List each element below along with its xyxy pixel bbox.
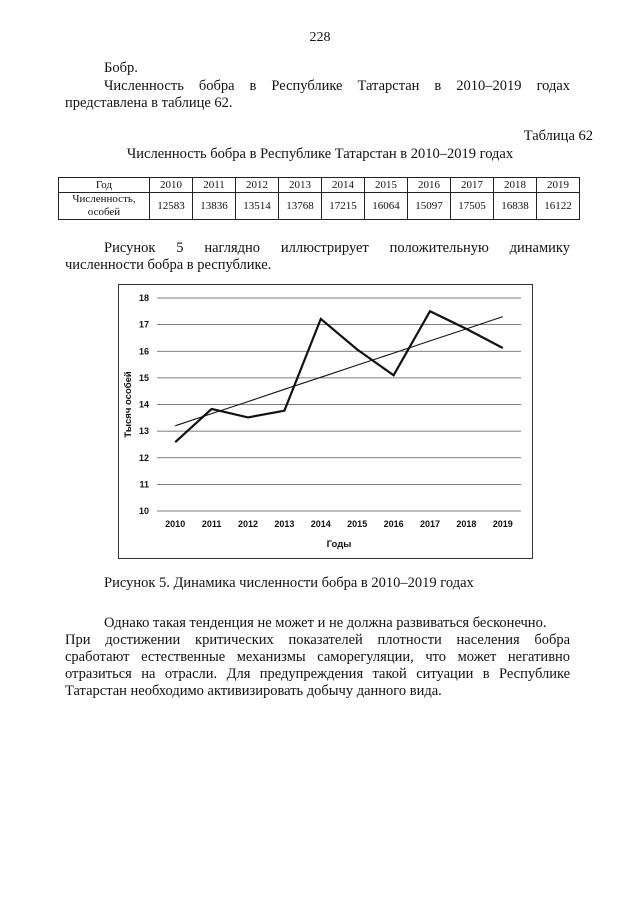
word: достижении xyxy=(105,632,181,648)
word: бобра xyxy=(534,632,571,648)
table-year-cell: 2010 xyxy=(150,178,193,193)
word: отразиться xyxy=(65,666,132,682)
chart-series-line-population xyxy=(175,311,503,442)
word: бобра xyxy=(198,78,235,94)
word: что xyxy=(425,649,447,665)
para3-line-5: Татарстан необходимо активизировать добычу данного вида. xyxy=(65,683,442,699)
word: Республике xyxy=(499,666,571,682)
chart-x-tick-label: 2010 xyxy=(165,519,186,529)
word: критических xyxy=(195,632,274,648)
chart-x-tick-label: 2017 xyxy=(419,519,441,529)
table-label: Таблица 62 xyxy=(523,128,593,144)
word: такой xyxy=(372,666,407,682)
table-value-cell: 16064 xyxy=(365,193,408,220)
figure-caption: Рисунок 5. Динамика численности бобра в 2010–2019 годах xyxy=(104,575,474,591)
word: предупреждения xyxy=(259,666,364,682)
para3-line-4 xyxy=(65,666,570,683)
chart-x-tick-label: 2013 xyxy=(274,519,295,529)
word: иллюстрирует xyxy=(280,240,369,256)
table-value-cell: 13836 xyxy=(193,193,236,220)
word: в xyxy=(482,666,490,682)
table-value-cell: 13768 xyxy=(279,193,322,220)
table-caption: Численность бобра в Республике Татарстан в 2010–2019 годах xyxy=(126,146,514,162)
table-value-cell: 17215 xyxy=(322,193,365,220)
word: Для xyxy=(226,666,251,682)
word: Татарстан xyxy=(357,78,420,94)
word: показателей xyxy=(288,632,363,648)
word: естественные xyxy=(141,649,226,665)
chart-y-tick-label: 15 xyxy=(138,372,149,383)
table-year-cell: 2017 xyxy=(451,178,494,193)
chart-y-tick-label: 17 xyxy=(138,319,149,330)
para2-line-2: численности бобра в республике. xyxy=(65,257,272,273)
chart-y-tick-label: 18 xyxy=(138,293,149,303)
table-header-row xyxy=(59,178,580,193)
population-table xyxy=(58,177,580,220)
chart-x-ticks xyxy=(165,519,513,529)
table-value-cell: 16838 xyxy=(494,193,537,220)
table-year-cell: 2011 xyxy=(193,178,236,193)
word: динамику xyxy=(509,240,571,256)
word: наглядно xyxy=(204,240,261,256)
table-value-cell: 17505 xyxy=(451,193,494,220)
chart-x-tick-label: 2016 xyxy=(383,519,404,529)
word: 5 xyxy=(176,240,184,256)
chart-x-axis-label: Годы xyxy=(326,539,352,550)
para3-line-1: Однако такая тенденция не может и не должна развиваться бесконечно. xyxy=(104,615,547,631)
table-year-cell: 2019 xyxy=(537,178,580,193)
word: 2010–2019 xyxy=(456,78,522,94)
word: механизмы xyxy=(236,649,306,665)
table-year-cell: 2015 xyxy=(365,178,408,193)
chart-y-tick-label: 12 xyxy=(138,452,149,463)
word: ситуации xyxy=(416,666,474,682)
population-line-chart xyxy=(119,285,532,558)
table-row-label: Численность, особей xyxy=(59,193,150,220)
word: негативно xyxy=(507,649,571,665)
word: населения xyxy=(456,632,520,648)
intro-line-2: представлена в таблице 62. xyxy=(65,95,233,111)
para2-line-1 xyxy=(104,240,570,257)
chart-x-tick-label: 2012 xyxy=(237,519,259,529)
word: Рисунок xyxy=(104,240,156,256)
word: в xyxy=(249,78,257,94)
word: годах xyxy=(536,78,571,94)
table-year-cell: 2013 xyxy=(279,178,322,193)
chart-y-tick-label: 16 xyxy=(138,346,149,357)
chart-x-tick-label: 2014 xyxy=(310,519,331,529)
word: Численность xyxy=(104,78,184,94)
table-year-cell: 2014 xyxy=(322,178,365,193)
chart-y-ticks xyxy=(139,293,149,516)
table-year-cell: 2016 xyxy=(408,178,451,193)
table-year-cell: 2018 xyxy=(494,178,537,193)
intro-line-1 xyxy=(104,78,570,95)
table-value-cell: 12583 xyxy=(150,193,193,220)
chart-y-tick-label: 13 xyxy=(138,426,149,437)
table-year-cell: 2012 xyxy=(236,178,279,193)
word: сработают xyxy=(65,649,130,665)
section-title: Бобр. xyxy=(104,60,138,76)
chart-x-tick-label: 2019 xyxy=(492,519,513,529)
word: на xyxy=(141,666,156,682)
table-value-cell: 15097 xyxy=(408,193,451,220)
table-header-label: Год xyxy=(59,178,150,193)
word: положительную xyxy=(389,240,489,256)
table-value-cell: 16122 xyxy=(537,193,580,220)
word: При xyxy=(65,632,91,648)
chart-y-tick-label: 14 xyxy=(138,399,149,410)
chart-frame xyxy=(118,284,533,559)
table-value-cell: 13514 xyxy=(236,193,279,220)
chart-series xyxy=(175,311,503,442)
word: в xyxy=(434,78,442,94)
table-data-row xyxy=(59,193,580,220)
word: может xyxy=(457,649,497,665)
chart-x-tick-label: 2018 xyxy=(456,519,477,529)
page-number: 228 xyxy=(309,30,331,45)
chart-y-tick-label: 11 xyxy=(139,479,149,490)
para3-line-2 xyxy=(65,632,570,649)
para3-line-3 xyxy=(65,649,570,666)
word: Республике xyxy=(271,78,343,94)
chart-x-tick-label: 2011 xyxy=(201,519,222,529)
chart-y-axis-label: Тысяч особей xyxy=(123,371,134,438)
chart-x-tick-label: 2015 xyxy=(347,519,368,529)
word: отрасли. xyxy=(164,666,218,682)
word: плотности xyxy=(377,632,442,648)
word: саморегуляции, xyxy=(317,649,414,665)
chart-y-tick-label: 10 xyxy=(138,506,149,516)
